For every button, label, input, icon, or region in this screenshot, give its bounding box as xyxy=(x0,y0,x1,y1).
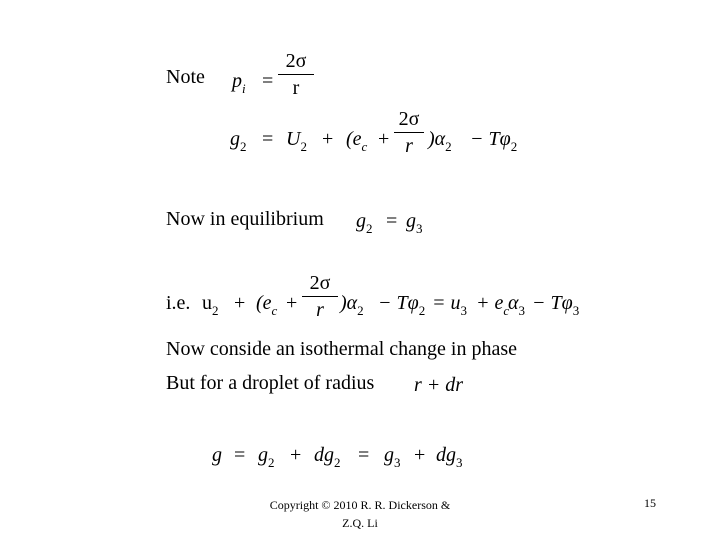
alpha2-close: )$\alpha_2$ xyxy=(428,128,452,154)
copyright-footer: Copyright © 2010 R. R. Dickerson & Z.Q. Li xyxy=(269,498,451,530)
equals-sign: = xyxy=(262,70,274,92)
plus-sign-ie: + xyxy=(234,292,246,314)
g3-symbol-eq: $g_3$ xyxy=(406,210,423,236)
plus-sign-ie-2: + xyxy=(286,292,298,314)
u2-symbol: $u_2$ xyxy=(202,292,219,318)
minus-Tphi2: − $T\varphi_2$ xyxy=(470,128,518,154)
plus-ec: + $e_c$ xyxy=(476,292,510,318)
equals-sign-7a: = xyxy=(234,444,246,466)
minus-Tphi3: − $T\varphi_3$ xyxy=(532,292,580,318)
droplet-text: But for a droplet of radius xyxy=(166,372,375,394)
ec-open-ie: ($e_c$ xyxy=(256,292,278,318)
ec-open: ($e_c$ xyxy=(346,128,368,154)
g-symbol: g xyxy=(212,444,222,466)
fraction-2sigma-over-r: 2σ r xyxy=(278,50,314,99)
g2-symbol: $g_2$ xyxy=(230,128,247,154)
g2-symbol-eq: $g_2$ xyxy=(356,210,373,236)
pi-symbol: $p_i$ xyxy=(232,70,246,96)
equilibrium-text: Now in equilibrium xyxy=(166,208,324,230)
alpha3: $\alpha_3$ xyxy=(508,292,525,318)
r-plus-dr: r + dr xyxy=(414,374,464,396)
equals-u3: = $u_3$ xyxy=(432,292,467,318)
alpha2-close-ie: )$\alpha_2$ xyxy=(340,292,364,318)
fraction-2sigma-over-r-2: 2σ r xyxy=(394,108,424,157)
plus-sign-2: + xyxy=(378,128,390,150)
equals-sign-eq: = xyxy=(386,210,398,232)
equals-sign: = xyxy=(262,128,274,150)
dg2-symbol: $dg_2$ xyxy=(314,444,341,470)
fraction-2sigma-over-r-3: 2σ r xyxy=(302,272,338,321)
plus-sign-7b: + xyxy=(414,444,426,466)
plus-sign: + xyxy=(322,128,334,150)
g3-symbol-7: $g_3$ xyxy=(384,444,401,470)
minus-Tphi2-ie: − $T\varphi_2$ xyxy=(378,292,426,318)
page-number: 15 xyxy=(644,496,656,510)
plus-sign-7a: + xyxy=(290,444,302,466)
isothermal-text: Now conside an isothermal change in phase xyxy=(166,338,518,360)
note-label: Note xyxy=(166,66,205,88)
dg3-symbol: $dg_3$ xyxy=(436,444,463,470)
equals-sign-7b: = xyxy=(358,444,370,466)
ie-label: i.e. xyxy=(166,292,191,314)
g2-symbol-7: $g_2$ xyxy=(258,444,275,470)
U2-symbol: $U_2$ xyxy=(286,128,307,154)
